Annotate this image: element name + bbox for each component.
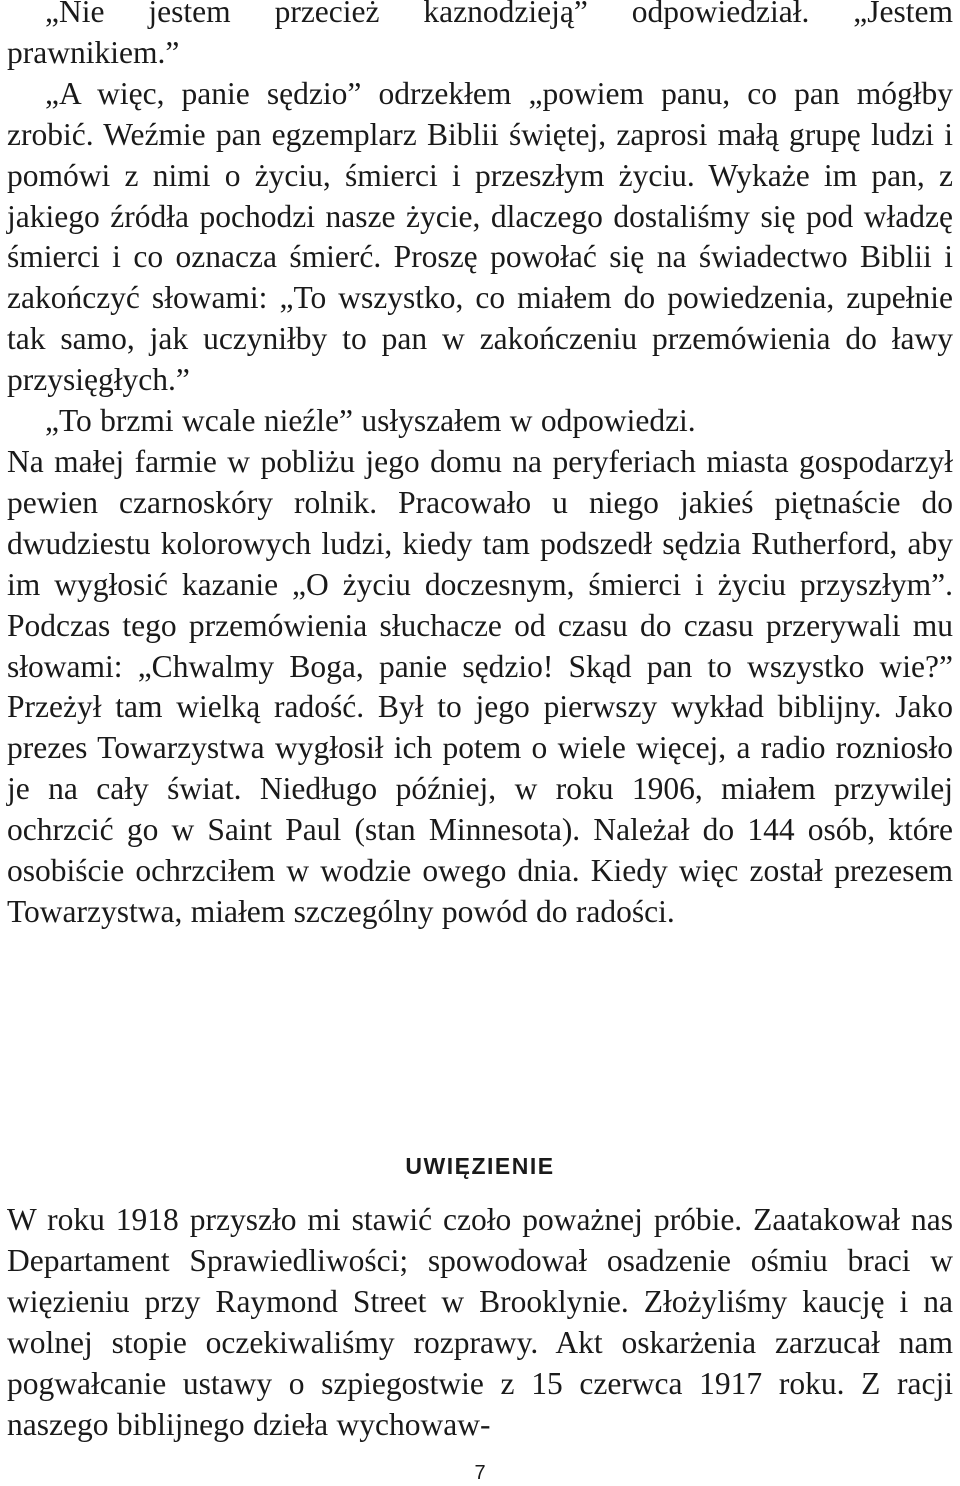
paragraph: „Nie jestem przecież kaznodzieją” odpowiedział. „Jestem prawnikiem.”: [7, 0, 953, 70]
paragraph: Na małej farmie w pobliżu jego domu na peryferiach miasta gospodarzył pewien czarnoskóry rolnik. Pracowało u niego jakieś piętnaście do dwudziestu kolorowych ludzi, kiedy tam podszedł sędzia Rutherford, aby im wygłosić kazanie „O życiu doczesnym, śmierci i życiu przyszłym”. Podczas tego przemówienia słuchacze od czasu do czasu przerywali mu słowami: „Chwalmy Boga, panie sędzio! Skąd pan to wszystko wie?” Przeżył tam wielką radość. Był to jego pierwszy wykład biblijny. Jako prezes Towarzystwa wygłosił ich potem o wiele więcej, a radio rozniosło je na cały świat. Niedługo później, w roku 1906, miałem przywilej ochrzcić go w Saint Paul (stan Minnesota). Należał do 144 osób, które osobiście ochrzciłem w wodzie owego dnia. Kiedy więc został prezesem Towarzystwa, miałem szczególny powód do radości.: [7, 443, 953, 929]
text-block-bottom: [7, 1200, 953, 1445]
paragraph: W roku 1918 przyszło mi stawić czoło poważnej próbie. Zaatakował nas Departament Sprawiedliwości; spowodował osadzenie ośmiu braci w więzieniu przy Raymond Street w Brooklynie. Złożyliśmy kaucję i na wolnej stopie oczekiwaliśmy rozprawy. Akt oskarżenia zarzucał nam pogwałcanie ustawy o szpiegostwie z 15 czerwca 1917 roku. Z racji naszego biblijnego dzieła wychowaw-: [7, 1202, 953, 1442]
text-block-top: [7, 0, 953, 933]
paragraph: „A więc, panie sędzio” odrzekłem „powiem panu, co pan mógłby zrobić. Weźmie pan egzemplarz Biblii świętej, zaprosi małą grupę ludzi i pomówi z nimi o życiu, śmierci i przeszłym życiu. Wykaże im pan, z jakiego źródła pochodzi nasze życie, dlaczego dostaliśmy się pod władzę śmierci i co oznacza śmierć. Proszę powołać się na świadectwo Biblii i zakończyć słowami: „To wszystko, co miałem do powiedzenia, zupełnie tak samo, jak uczyniłby to pan w zakończeniu przemówienia do ławy przysięgłych.”: [7, 75, 953, 398]
section-heading: UWIĘZIENIE: [405, 1153, 555, 1179]
paragraph: „To brzmi wcale nieźle” usłyszałem w odpowiedzi.: [45, 403, 696, 439]
page-number: 7: [474, 1462, 486, 1484]
